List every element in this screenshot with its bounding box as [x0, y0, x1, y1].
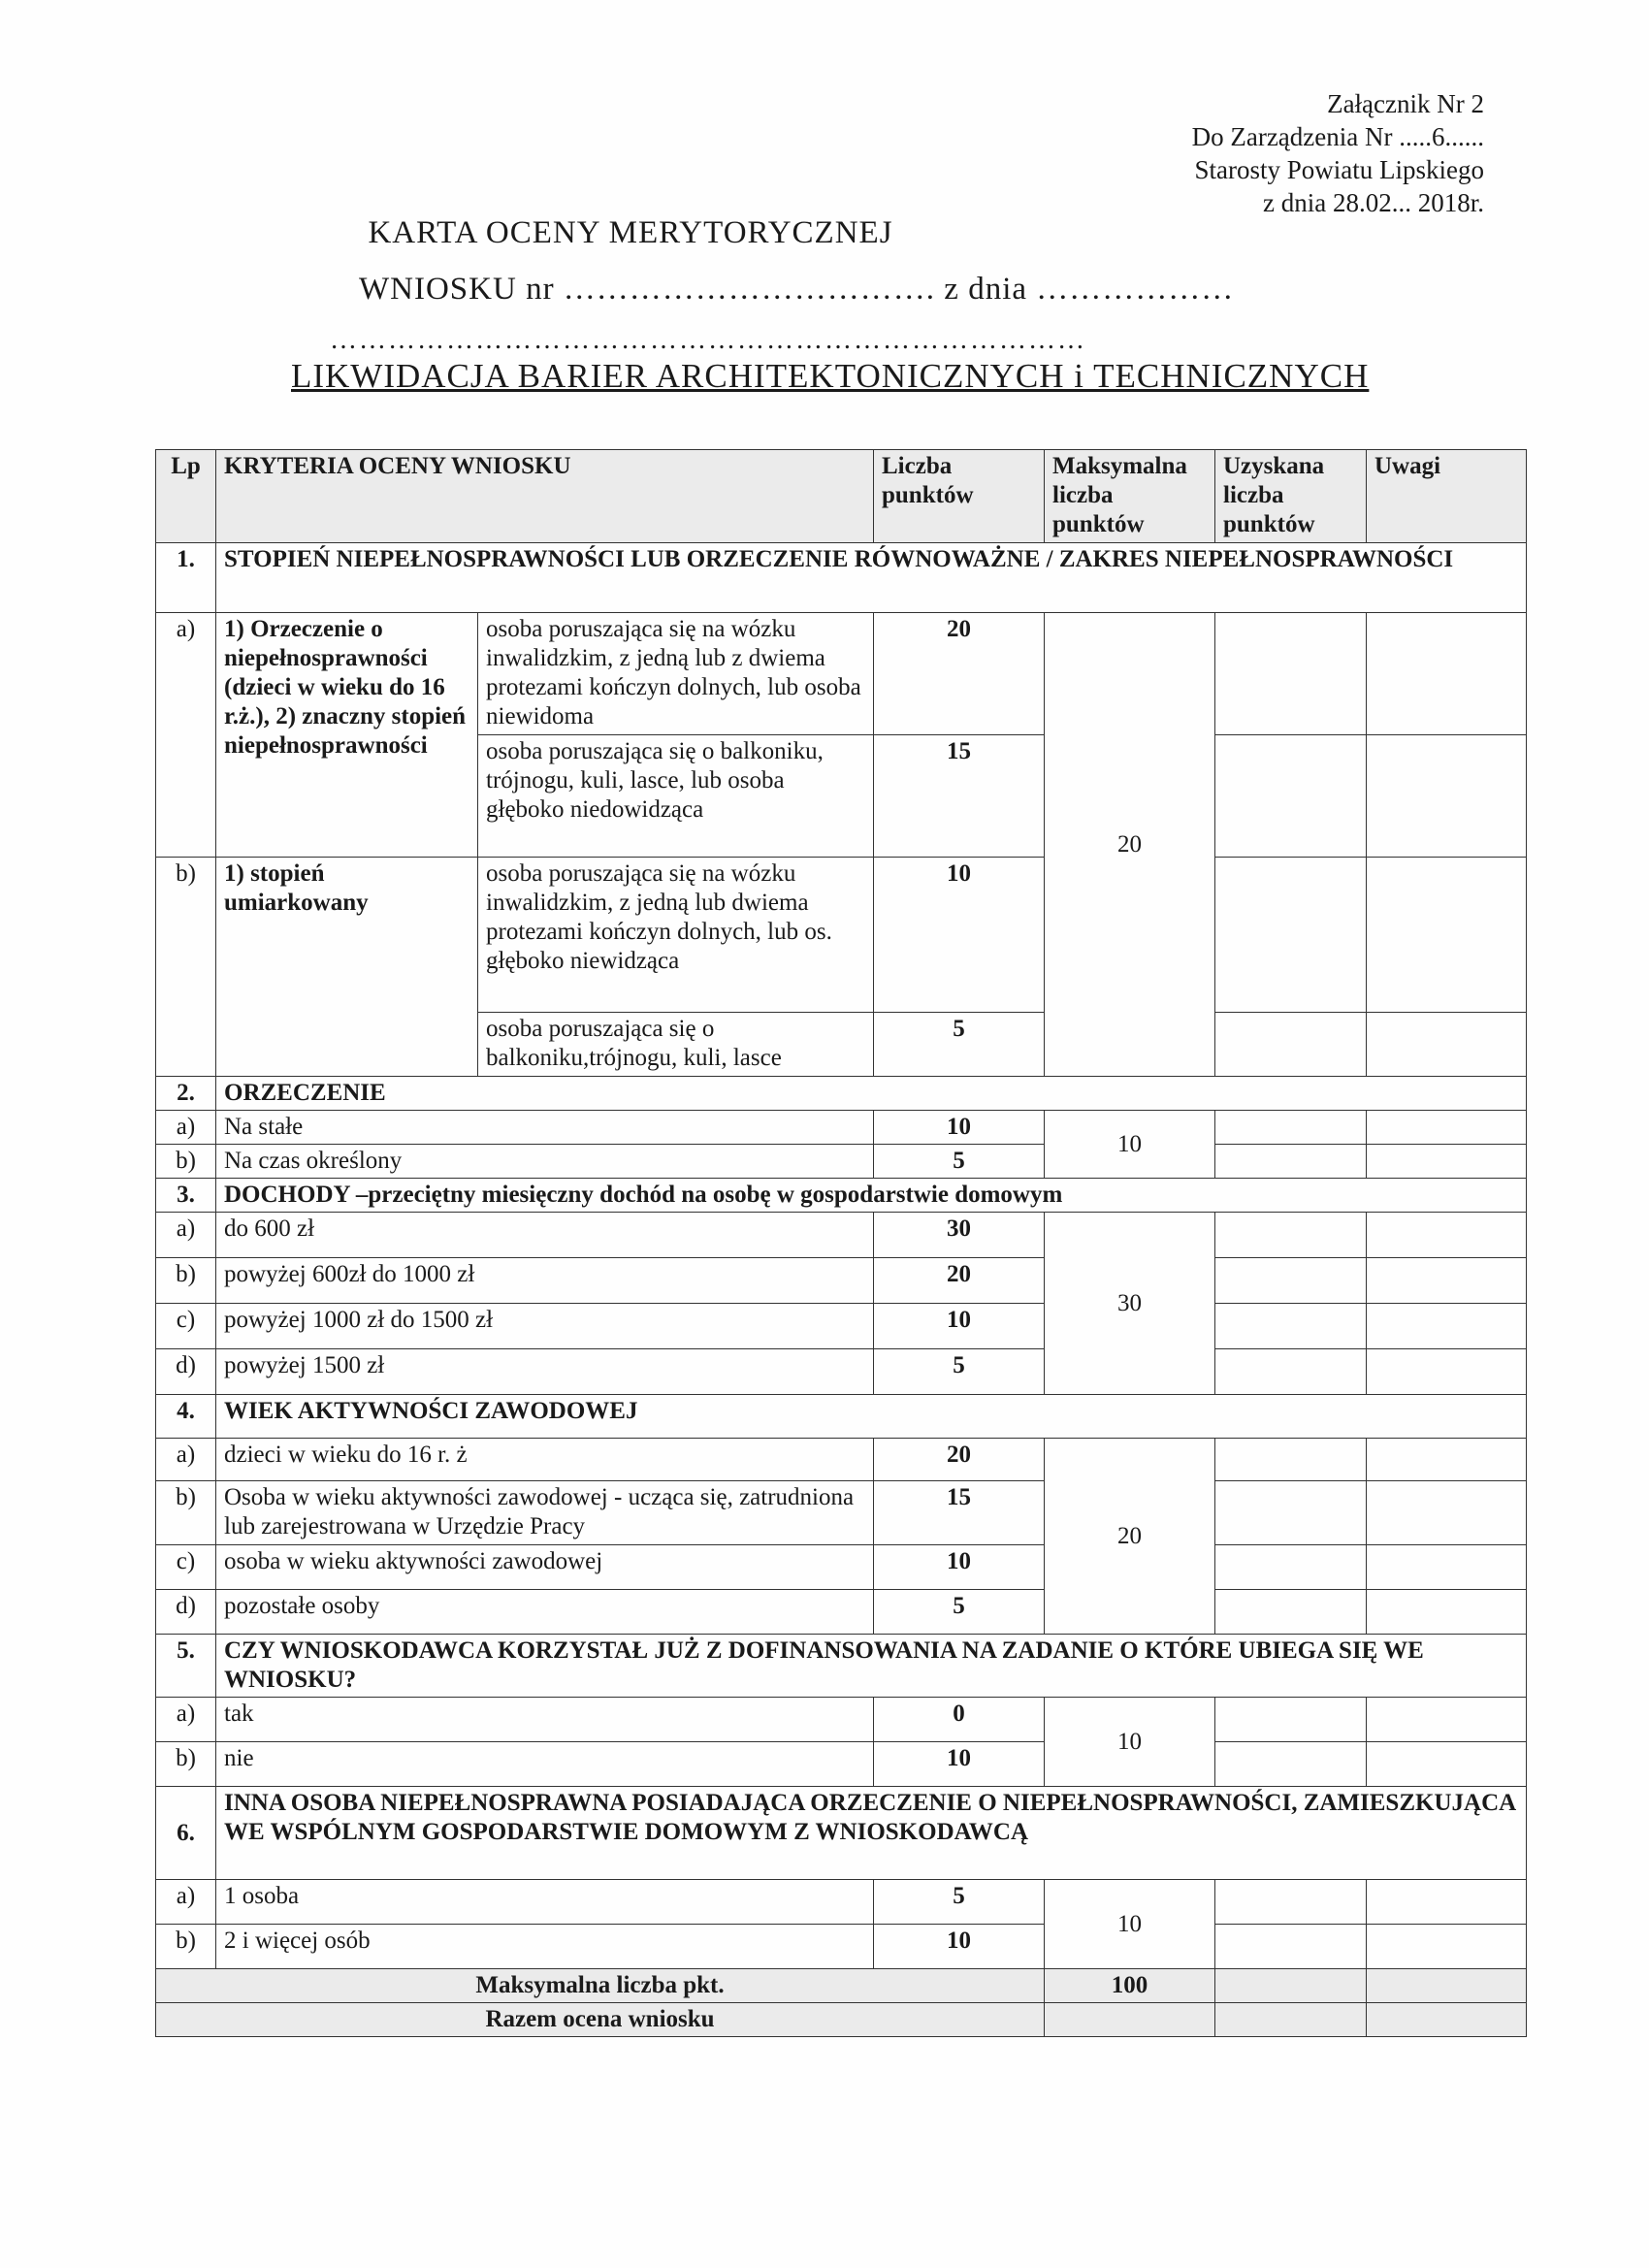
section-lp: 6. [156, 1787, 216, 1880]
notes-cell[interactable] [1367, 1145, 1527, 1179]
notes-cell[interactable] [1367, 613, 1527, 735]
notes-cell[interactable] [1367, 1258, 1527, 1304]
notes-cell[interactable] [1367, 1880, 1527, 1925]
obtained-cell[interactable] [1215, 1590, 1367, 1635]
row-points: 10 [874, 1111, 1045, 1145]
obtained-cell[interactable] [1215, 1698, 1367, 1742]
section-title: INNA OSOBA NIEPEŁNOSPRAWNA POSIADAJĄCA ORZECZENIE O NIEPEŁNOSPRAWNOŚCI, ZAMIESZKUJĄCA WE WSPÓLNYM GOSPODARSTWIE DOMOWYM Z WNIOSKODAWCĄ [216, 1787, 1527, 1880]
row-label: 1) Orzeczenie o niepełnosprawności (dzieci w wieku do 16 r.ż.), 2) znaczny stopień niepełnosprawności [216, 613, 478, 858]
row-points: 10 [874, 1545, 1045, 1590]
section-lp: 2. [156, 1077, 216, 1111]
row-label: 2 i więcej osób [216, 1925, 874, 1969]
notes-cell[interactable] [1367, 1590, 1527, 1635]
table-row [156, 858, 1527, 1013]
row-label: dzieci w wieku do 16 r. ż [216, 1439, 874, 1481]
obtained-cell[interactable] [1215, 1545, 1367, 1590]
row-points: 10 [874, 1304, 1045, 1349]
notes-cell[interactable] [1367, 1481, 1527, 1545]
notes-cell[interactable] [1367, 858, 1527, 1013]
row-label: osoba w wieku aktywności zawodowej [216, 1545, 874, 1590]
notes-cell[interactable] [1367, 1013, 1527, 1077]
row-lp: d) [156, 1349, 216, 1395]
row-lp: b) [156, 1742, 216, 1787]
row-label: tak [216, 1698, 874, 1742]
row-label: pozostałe osoby [216, 1590, 874, 1635]
footer-total-max-cell [1045, 2003, 1215, 2037]
row-label: powyżej 600zł do 1000 zł [216, 1258, 874, 1304]
obtained-cell[interactable] [1215, 1213, 1367, 1258]
row-max: 10 [1045, 1698, 1215, 1787]
obtained-cell[interactable] [1215, 613, 1367, 735]
row-lp: a) [156, 1439, 216, 1481]
table-row [156, 613, 1527, 735]
annex-line-3: Starosty Powiatu Lipskiego [1194, 155, 1484, 184]
notes-cell[interactable] [1367, 1545, 1527, 1590]
obtained-cell[interactable] [1215, 1349, 1367, 1395]
obtained-cell[interactable] [1215, 1304, 1367, 1349]
row-points: 10 [874, 1742, 1045, 1787]
table-row [156, 1925, 1527, 1969]
footer-total-obtained-cell[interactable] [1215, 2003, 1367, 2037]
notes-cell[interactable] [1367, 1925, 1527, 1969]
section-row [156, 1787, 1527, 1880]
table-row [156, 1698, 1527, 1742]
row-max: 10 [1045, 1880, 1215, 1969]
table-row [156, 1439, 1527, 1481]
header-notes: Uwagi [1367, 450, 1527, 543]
row-lp: b) [156, 1925, 216, 1969]
footer-obtained-cell[interactable] [1215, 1969, 1367, 2003]
row-label: Osoba w wieku aktywności zawodowej - ucząca się, zatrudniona lub zarejestrowana w Urzędzie Pracy [216, 1481, 874, 1545]
row-lp: a) [156, 1111, 216, 1145]
section-row [156, 543, 1527, 613]
row-points: 5 [874, 1880, 1045, 1925]
row-points: 15 [874, 735, 1045, 858]
page-title: KARTA OCENY MERYTORYCZNEJ [368, 215, 893, 250]
request-number-line: WNIOSKU nr ……………………………. z dnia ……………… [359, 272, 1235, 307]
table-row [156, 1304, 1527, 1349]
obtained-cell[interactable] [1215, 1880, 1367, 1925]
obtained-cell[interactable] [1215, 858, 1367, 1013]
table-row [156, 1481, 1527, 1545]
footer-max-row [156, 1969, 1527, 2003]
section-row [156, 1077, 1527, 1111]
section-lp: 1. [156, 543, 216, 613]
table-header [156, 450, 1527, 543]
section-row [156, 1395, 1527, 1439]
row-desc: osoba poruszająca się o balkoniku,trójnogu, kuli, lasce [478, 1013, 874, 1077]
footer-notes-cell[interactable] [1367, 1969, 1527, 2003]
row-lp: b) [156, 1145, 216, 1179]
row-label: powyżej 1500 zł [216, 1349, 874, 1395]
section-title: WIEK AKTYWNOŚCI ZAWODOWEJ [216, 1395, 1527, 1439]
row-max: 30 [1045, 1213, 1215, 1395]
row-points: 10 [874, 858, 1045, 1013]
footer-total-row [156, 2003, 1527, 2037]
footer-max-value: 100 [1045, 1969, 1215, 2003]
notes-cell[interactable] [1367, 735, 1527, 858]
obtained-cell[interactable] [1215, 1925, 1367, 1969]
table-row [156, 1349, 1527, 1395]
notes-cell[interactable] [1367, 1304, 1527, 1349]
header-max: Maksymalna liczba punktów [1045, 450, 1215, 543]
section-lp: 3. [156, 1179, 216, 1213]
notes-cell[interactable] [1367, 1349, 1527, 1395]
obtained-cell[interactable] [1215, 1439, 1367, 1481]
section-lp: 4. [156, 1395, 216, 1439]
row-label: powyżej 1000 zł do 1500 zł [216, 1304, 874, 1349]
table-row [156, 1590, 1527, 1635]
row-label: nie [216, 1742, 874, 1787]
row-max: 10 [1045, 1111, 1215, 1179]
row-points: 20 [874, 1439, 1045, 1481]
annex-line-4: z dnia 28.02... 2018r. [1263, 188, 1484, 217]
row-lp: a) [156, 1880, 216, 1925]
header-obtained: Uzyskana liczba punktów [1215, 450, 1367, 543]
table-row [156, 1880, 1527, 1925]
table-row [156, 1111, 1527, 1145]
row-max: 20 [1045, 1439, 1215, 1635]
obtained-cell[interactable] [1215, 1145, 1367, 1179]
obtained-cell[interactable] [1215, 735, 1367, 858]
row-points: 5 [874, 1013, 1045, 1077]
section-lp: 5. [156, 1635, 216, 1698]
row-label: 1) stopień umiarkowany [216, 858, 478, 1077]
row-lp: b) [156, 1481, 216, 1545]
header-lp: Lp [156, 450, 216, 543]
row-lp: a) [156, 1698, 216, 1742]
obtained-cell[interactable] [1215, 1481, 1367, 1545]
row-lp: c) [156, 1304, 216, 1349]
obtained-cell[interactable] [1215, 1013, 1367, 1077]
section-title: ORZECZENIE [216, 1077, 1527, 1111]
section-title: STOPIEŃ NIEPEŁNOSPRAWNOŚCI LUB ORZECZENIE RÓWNOWAŻNE / ZAKRES NIEPEŁNOSPRAWNOŚCI [216, 543, 1527, 613]
obtained-cell[interactable] [1215, 1258, 1367, 1304]
row-desc: osoba poruszająca się na wózku inwalidzkim, z jedną lub dwiema protezami kończyn dolnych, lub os. głęboko niewidząca [478, 858, 874, 1013]
section-row [156, 1179, 1527, 1213]
obtained-cell[interactable] [1215, 1111, 1367, 1145]
row-lp: b) [156, 858, 216, 1077]
row-lp: c) [156, 1545, 216, 1590]
annex-line-1: Załącznik Nr 2 [1327, 89, 1484, 118]
row-lp: a) [156, 1213, 216, 1258]
annex-line-2: Do Zarządzenia Nr .....6...... [1191, 122, 1484, 151]
obtained-cell[interactable] [1215, 1742, 1367, 1787]
row-points: 20 [874, 613, 1045, 735]
row-label: 1 osoba [216, 1880, 874, 1925]
subject-title: LIKWIDACJA BARIER ARCHITEKTONICZNYCH i TECHNICZNYCH [291, 357, 1370, 395]
footer-max-label: Maksymalna liczba pkt. [156, 1969, 1045, 2003]
row-desc: osoba poruszająca się na wózku inwalidzkim, z jedną lub z dwiema protezami kończyn dolnych, lub osoba niewidoma [478, 613, 874, 735]
notes-cell[interactable] [1367, 1213, 1527, 1258]
section-title: CZY WNIOSKODAWCA KORZYSTAŁ JUŻ Z DOFINANSOWANIA NA ZADANIE O KTÓRE UBIEGA SIĘ WE WNIOSKU? [216, 1635, 1527, 1698]
section-row [156, 1635, 1527, 1698]
table-row [156, 1258, 1527, 1304]
section-title: DOCHODY –przeciętny miesięczny dochód na osobę w gospodarstwie domowym [216, 1179, 1527, 1213]
row-lp: b) [156, 1258, 216, 1304]
row-points: 5 [874, 1145, 1045, 1179]
row-lp: a) [156, 613, 216, 858]
row-label: do 600 zł [216, 1213, 874, 1258]
header-points: Liczba punktów [874, 450, 1045, 543]
row-points: 15 [874, 1481, 1045, 1545]
row-points: 20 [874, 1258, 1045, 1304]
table-row [156, 1742, 1527, 1787]
row-label: Na czas określony [216, 1145, 874, 1179]
header-criteria: KRYTERIA OCENY WNIOSKU [216, 450, 874, 543]
dots-line: …………………………………………………………………… [330, 325, 1086, 355]
evaluation-table [155, 449, 1527, 2037]
row-max: 20 [1045, 613, 1215, 1077]
row-label: Na stałe [216, 1111, 874, 1145]
table-row [156, 1145, 1527, 1179]
row-points: 5 [874, 1349, 1045, 1395]
notes-cell[interactable] [1367, 1742, 1527, 1787]
row-lp: d) [156, 1590, 216, 1635]
row-points: 0 [874, 1698, 1045, 1742]
row-desc: osoba poruszająca się o balkoniku, trójnogu, kuli, lasce, lub osoba głęboko niedowidząca [478, 735, 874, 858]
footer-total-notes-cell[interactable] [1367, 2003, 1527, 2037]
row-points: 30 [874, 1213, 1045, 1258]
row-points: 10 [874, 1925, 1045, 1969]
annex-block [1192, 87, 1484, 219]
notes-cell[interactable] [1367, 1698, 1527, 1742]
row-points: 5 [874, 1590, 1045, 1635]
footer-total-label: Razem ocena wniosku [156, 2003, 1045, 2037]
table-row [156, 1545, 1527, 1590]
notes-cell[interactable] [1367, 1439, 1527, 1481]
table-row [156, 1213, 1527, 1258]
notes-cell[interactable] [1367, 1111, 1527, 1145]
